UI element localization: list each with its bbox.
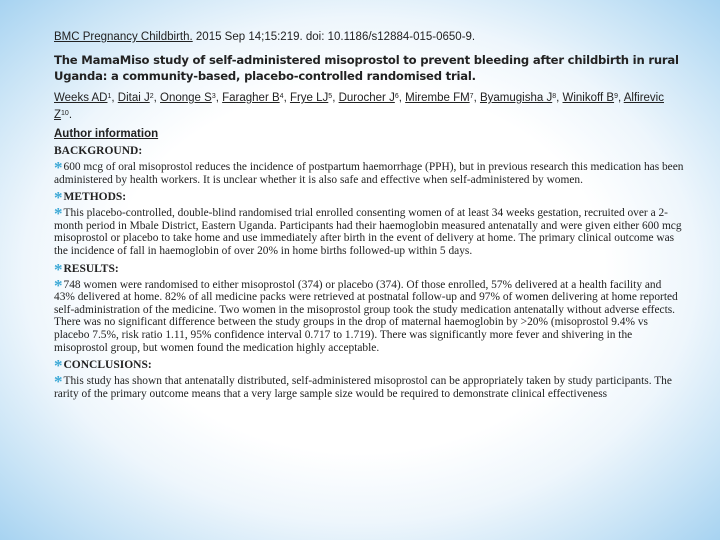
author-affiliation-number: 3 — [211, 93, 216, 100]
results-body: 748 women were randomised to either misoprostol (374) or placebo (374). Of those enrolled, 57% delivered at a health facility and 43% delivered at home. 82% of all medicine packs were retrieved at postnatal follow-up and 97% of women delivering at home reported self-administration of the medicine. Two women in the misoprostol group took the study medication antenatally without adverse effects. There was no significant difference between the study groups in the drop of maternal haemoglobin by >20% (misoprostol 9.4% vs placebo 7.5%, risk ratio 1.11, 95% confidence interval 0.717 to 1.719). There was significantly more fever and shivering in the misoprostol group, but women found the medication highly acceptable. — [54, 278, 678, 354]
methods-heading — [54, 188, 684, 208]
conclusions-label: CONCLUSIONS: — [63, 359, 152, 372]
author-link[interactable]: Weeks AD — [54, 92, 108, 104]
author-link[interactable]: Durocher J — [338, 92, 395, 104]
author-affiliation-number: 7 — [469, 93, 474, 100]
author-affiliation-number: 10 — [61, 110, 69, 117]
results-text — [54, 275, 684, 355]
author-link[interactable]: Faragher B — [222, 92, 280, 104]
abstract-slide — [54, 22, 684, 400]
author-affiliation-number: 8 — [552, 93, 557, 100]
bullet-star-icon: * — [54, 372, 63, 392]
methods-text — [54, 204, 684, 257]
results-label: RESULTS: — [63, 262, 119, 275]
bullet-star-icon: * — [54, 275, 63, 295]
results-heading — [54, 259, 684, 279]
bullet-star-icon: * — [54, 158, 63, 177]
methods-label: METHODS: — [63, 191, 127, 204]
bullet-star-icon: * — [54, 204, 63, 224]
bullet-star-icon: * — [54, 259, 63, 279]
article-title: The MamaMiso study of self-administered misoprostol to prevent bleeding after childbirth in rural Uganda: a community-based, placebo-controlled randomised trial. — [54, 53, 679, 83]
author-information-link[interactable]: Author information — [54, 128, 159, 140]
background-body: 600 mcg of oral misoprostol reduces the incidence of postpartum haemorrhage (PPH), but in previous research this medication has been administered by health workers. It is unclear whether it is also safe and effective when self-administered by women. — [54, 161, 684, 186]
author-link[interactable]: Byamugisha J — [479, 92, 553, 104]
bullet-star-icon: * — [54, 188, 63, 208]
author-link[interactable]: Alfirevic Z — [54, 92, 664, 121]
background-text — [54, 158, 684, 186]
author-affiliation-number: 6 — [394, 93, 399, 100]
author-affiliation-number: 2 — [149, 93, 154, 100]
author-list: Weeks $AD^1$, Ditai $J^2$, Ononge $S^3$, Faragher $B^4$, Frye $LJ^5$, Durocher $J^6$, Mirembe $FM^7$, Byamugisha $J^8$, Winikoff $B^9$, Alfirevic $Z^{10}$. — [54, 92, 664, 121]
journal-link[interactable]: BMC Pregnancy Childbirth. — [54, 31, 193, 43]
author-affiliation-number: 4 — [279, 93, 284, 100]
author-link[interactable]: Mirembe FM — [405, 92, 470, 104]
citation-line — [54, 30, 684, 45]
author-link[interactable]: Frye LJ — [289, 92, 329, 104]
author-link[interactable]: Ononge S — [160, 92, 212, 104]
citation-details: 2015 Sep 14;15:219. doi: 10.1186/s12884-015-0650-9. — [192, 31, 476, 43]
background-heading: BACKGROUND: — [54, 145, 143, 157]
conclusions-text — [54, 372, 684, 400]
author-link[interactable]: Winikoff B — [562, 92, 615, 104]
methods-body: This placebo-controlled, double-blind randomised trial enrolled consenting women of at least 34 weeks gestation, recruited over a 2-month period in Mbale District, Eastern Uganda. Participants had their haemoglobin measured antenatally and were given either 600 mcg misoprostol or placebo to take home and use immediately after birth in the event of delivery at home. The primary clinical outcome was the incidence of fall in haemoglobin of over 20% in home births followed-up within 5 days. — [54, 207, 682, 257]
bullet-star-icon: * — [54, 356, 63, 376]
author-link[interactable]: Ditai J — [117, 92, 150, 104]
author-affiliation-number: 9 — [614, 93, 618, 100]
conclusions-heading — [54, 356, 684, 376]
conclusions-body: This study has shown that antenatally distributed, self-administered misoprostol can be appropriately taken by study participants. The rarity of the primary outcome means that a very large sample size would be required to demonstrate clinical effectiveness — [54, 375, 672, 400]
author-affiliation-number: 5 — [328, 93, 333, 100]
author-affiliation-number: 1 — [107, 93, 112, 100]
